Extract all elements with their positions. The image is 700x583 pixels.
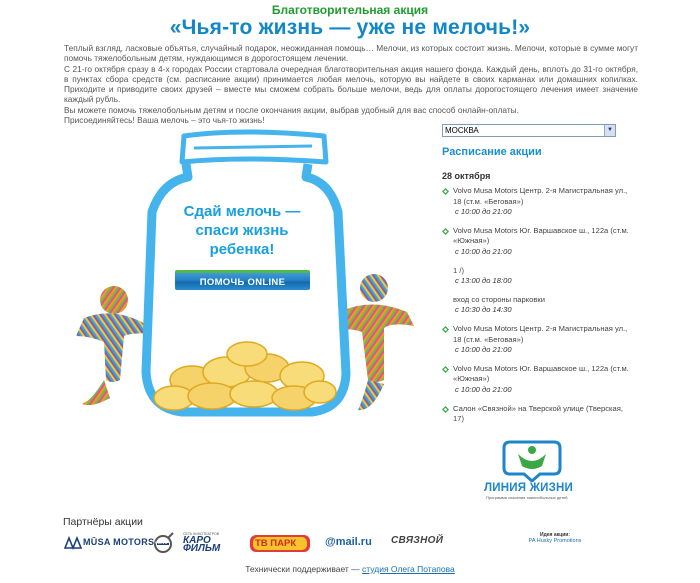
schedule-entry-time: с 13:00 до 18:00 [455, 276, 512, 286]
schedule-entry [442, 364, 632, 396]
partner-volvo-label: VOLVO [155, 541, 168, 545]
schedule-panel [442, 124, 632, 433]
slogan-line-3: ребенка! [209, 241, 275, 258]
partner-tvpark-label: ТВ ПАРК [255, 538, 297, 549]
partner-karo-film[interactable] [183, 532, 241, 554]
schedule-entry [442, 404, 632, 425]
schedule-entry-address: Салон «Связной» на Тверской улице (Тверская, 17) [453, 403, 623, 424]
jar-slogan [152, 202, 332, 259]
footer-studio-link[interactable]: студия Олега Потапова [362, 564, 455, 574]
intro-paragraph-2: С 21-го октября сразу в 4-х городах России стартовала очередная благотворительная акция нашего фонда. Каждый день, вплоть до 31-го октября, в пунктах сбора средств (см. расписание акции) принимается любая мелочь, которую вы найдете в своих карманах или домашних копилках. Приходите и приводите своих друзей – вместе мы сможем собрать больше мелочи, ведь для оплаты дорогостоящего лечения имеет значение каждый рубль. [64, 63, 638, 105]
schedule-entry [442, 186, 632, 218]
schedule-entry-time: с 10:00 до 21:00 [455, 207, 512, 217]
schedule-entry-time: с 10:00 до 21:00 [455, 384, 512, 394]
footer [0, 564, 700, 574]
fund-logo [476, 438, 586, 502]
eyebrow-title: Благотворительная акция [271, 3, 429, 17]
partner-musa-motors[interactable] [63, 532, 155, 554]
schedule-entry [442, 324, 632, 356]
schedule-list [442, 186, 632, 425]
intro-paragraph-3: Вы можете помочь тяжелобольным детям и после окончания акции, выбрав удобный для вас способ онлайн-оплаты. [64, 104, 519, 115]
partners-title: Партнёры акции [63, 516, 143, 528]
left-figure [76, 286, 154, 405]
partner-volvo[interactable] [153, 532, 175, 554]
fund-logo-icon [502, 438, 562, 482]
help-online-button[interactable]: ПОМОЧЬ ONLINE [175, 270, 310, 290]
intro-text [64, 43, 638, 125]
footer-prefix: Технически поддерживает — [245, 564, 360, 574]
partner-svyaznoy-label: СВЯЗНОЙ [391, 535, 444, 546]
partner-mail-ru[interactable] [325, 532, 383, 554]
intro-paragraph-1: Теплый взгляд, ласковые объятья, случайный подарок, неожиданная помощь… Мелочи, из которых состоит жизнь. Мелочи, которые в сумме могут помочь тяжелобольным детям, нуждающимся в дорогостоящем лечении. [64, 43, 638, 64]
diamond-bullet-icon [442, 228, 449, 235]
schedule-entry-address: Volvo Musa Motors Юг. Варшавское ш., 122а (ст.м. «Южная») [453, 225, 629, 246]
idea-author-link[interactable]: PA Husky Promotions [528, 538, 582, 544]
schedule-entry-address: вход со стороны парковки [453, 294, 545, 304]
idea-credit [525, 532, 585, 544]
fund-logo-name: ЛИНИЯ ЖИЗНИ [484, 482, 574, 494]
diamond-bullet-icon [442, 188, 449, 195]
page-title: «Чья-то жизнь — уже не мелочь!» [169, 16, 531, 39]
slogan-line-2: спаси жизнь [195, 222, 289, 239]
partner-karo-label: КАРО ФИЛЬМ [183, 535, 221, 554]
diamond-bullet-icon [442, 406, 449, 413]
fund-logo-subtitle: Программа спасения тяжелобольных детей [486, 495, 568, 500]
partner-musa-label: MŪSA MOTORS [83, 537, 155, 547]
diamond-bullet-icon [442, 326, 449, 333]
schedule-entry-address: Volvo Musa Motors Центр. 2-я Магистральная ул., 18 (ст.м. «Беговая») [453, 186, 628, 206]
partner-tv-park[interactable] [249, 532, 311, 554]
idea-label: Идея акции: [539, 532, 571, 538]
jar-illustration [62, 122, 424, 422]
city-select[interactable] [442, 124, 616, 137]
schedule-entry-address: Volvo Musa Motors Юг. Варшавское ш., 122а (ст.м. «Южная») [453, 363, 629, 384]
schedule-entry-time: с 10:30 до 14:30 [455, 305, 512, 315]
city-select-value: МОСКВА [445, 126, 479, 135]
schedule-entry-time: с 10:00 до 21:00 [455, 345, 512, 355]
schedule-entry-time: с 10:00 до 21:00 [455, 246, 512, 256]
schedule-entry [442, 266, 632, 287]
schedule-entry-address: 1 /) [453, 265, 464, 275]
schedule-title: Расписание акции [442, 146, 542, 158]
schedule-entry [442, 226, 632, 258]
partner-mailru-label: @mail.ru [325, 536, 372, 548]
slogan-line-1: Сдай мелочь — [183, 203, 301, 220]
diamond-bullet-icon [442, 366, 449, 373]
intro-paragraph-4: Присоединяйтесь! Ваша мелочь – это чья-то жизнь! [64, 115, 265, 126]
schedule-entry [442, 295, 632, 316]
partner-svyaznoy[interactable] [391, 532, 449, 554]
chevron-down-icon[interactable]: ▼ [604, 125, 615, 136]
partner-karo-small: СЕТЬ КИНОТЕАТРОВ [183, 532, 220, 536]
schedule-entry-address: Volvo Musa Motors Центр. 2-я Магистральная ул., 18 (ст.м. «Беговая») [453, 323, 628, 344]
schedule-date: 28 октября [442, 171, 491, 181]
